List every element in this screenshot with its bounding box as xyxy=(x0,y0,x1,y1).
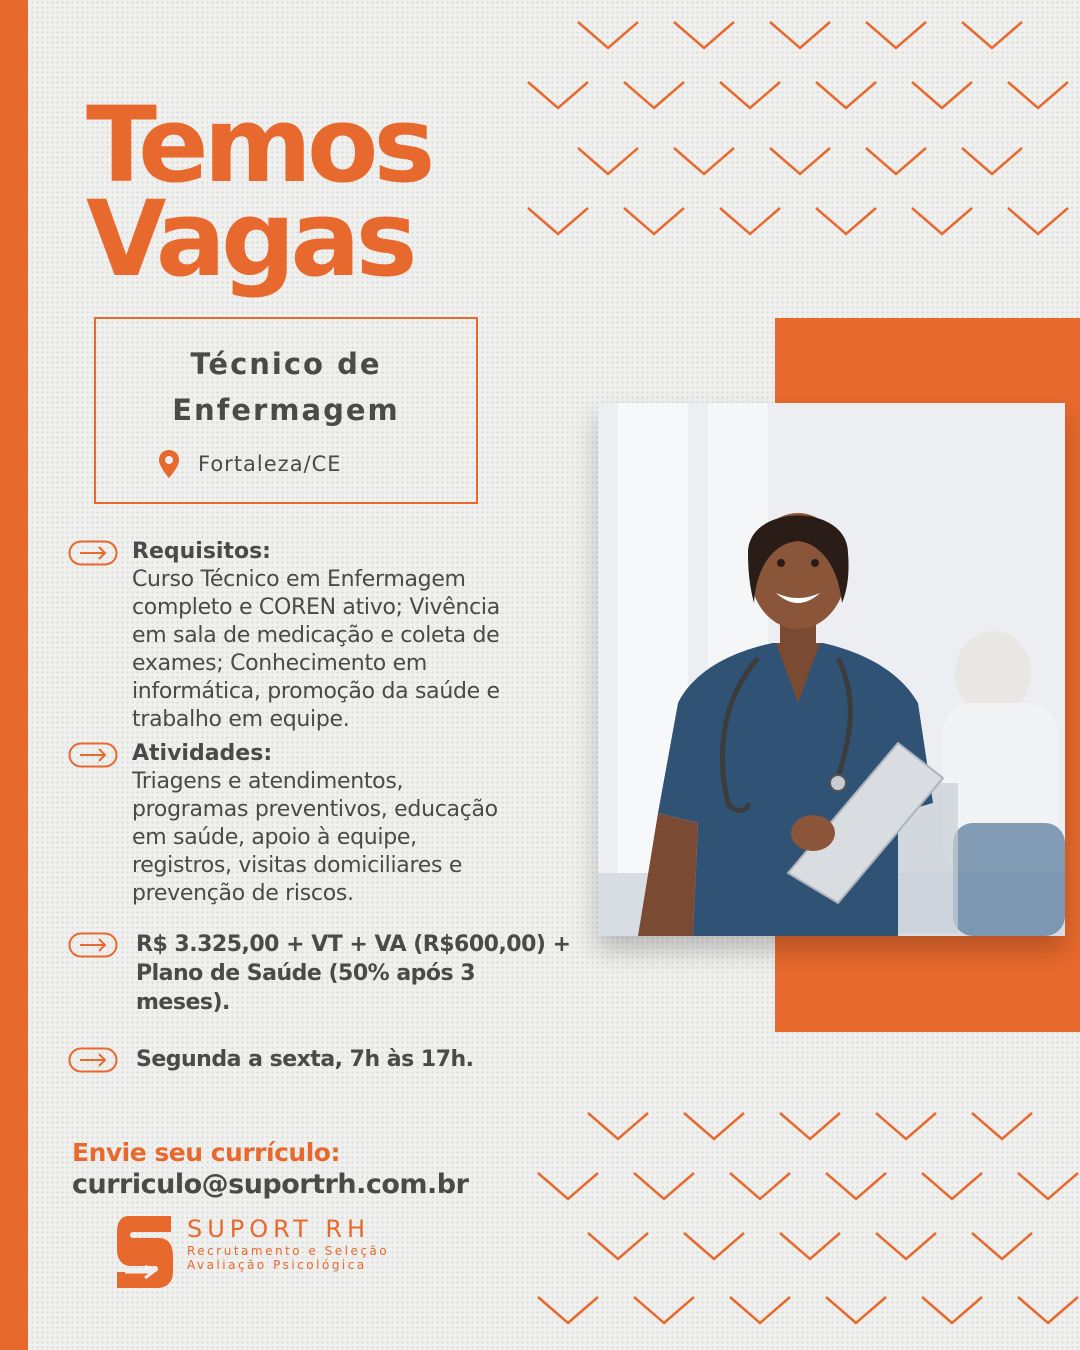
requirements-section xyxy=(68,538,582,734)
left-accent-stripe xyxy=(0,0,28,1350)
chevron-mark xyxy=(730,1173,790,1199)
logo-name: SUPORT RH xyxy=(187,1215,371,1243)
chevron-mark xyxy=(866,22,926,48)
chevron-mark xyxy=(684,1233,744,1259)
nurse-illustration xyxy=(598,403,1065,936)
activities-line: em saúde, apoio à equipe, xyxy=(132,825,417,850)
suport-s-logo-icon xyxy=(115,1214,173,1290)
headline-line-1: Temos xyxy=(86,84,431,206)
chevron-mark xyxy=(528,208,588,234)
chevron-mark xyxy=(912,208,972,234)
salary-section xyxy=(68,930,586,1017)
requirements-line: informática, promoção da saúde e xyxy=(132,679,500,704)
activities-line: programas preventivos, educação xyxy=(132,797,498,822)
logo-tagline-1: Recrutamento e Seleção xyxy=(187,1244,390,1258)
arrow-right-icon xyxy=(68,932,118,958)
salary-text xyxy=(136,930,586,1017)
chevron-mark xyxy=(684,1113,744,1139)
activities-title: Atividades: xyxy=(132,741,273,766)
requirements-title: Requisitos: xyxy=(132,539,271,564)
chevron-mark xyxy=(634,1173,694,1199)
chevron-mark xyxy=(674,22,734,48)
headline xyxy=(86,84,431,300)
chevron-mark xyxy=(578,148,638,174)
job-title-line-1: Técnico de xyxy=(190,347,382,381)
chevron-mark xyxy=(972,1233,1032,1259)
chevron-mark xyxy=(720,208,780,234)
requirements-line: Curso Técnico em Enfermagem xyxy=(132,567,466,592)
requirements-line: em sala de medicação e coleta de xyxy=(132,623,500,648)
chevron-mark xyxy=(730,1297,790,1323)
requirements-line: exames; Conhecimento em xyxy=(132,651,427,676)
activities-text xyxy=(132,768,582,908)
chevron-pattern-top xyxy=(520,10,1080,250)
chevron-mark xyxy=(876,1233,936,1259)
chevron-mark xyxy=(634,1297,694,1323)
job-title xyxy=(96,341,476,433)
chevron-mark xyxy=(588,1113,648,1139)
company-logo xyxy=(115,1214,389,1290)
salary-line: R$ 3.325,00 + VT + VA (R$600,00) + xyxy=(136,932,571,957)
chevron-mark xyxy=(1018,1173,1078,1199)
chevron-mark xyxy=(770,148,830,174)
chevron-mark xyxy=(816,82,876,108)
cta-email[interactable]: curriculo@suportrh.com.br xyxy=(72,1169,469,1200)
chevron-mark xyxy=(922,1297,982,1323)
nurse-photo xyxy=(598,403,1065,936)
chevron-mark xyxy=(588,1233,648,1259)
chevron-mark xyxy=(578,22,638,48)
requirements-line: trabalho em equipe. xyxy=(132,707,350,732)
chevron-mark xyxy=(816,208,876,234)
chevron-mark xyxy=(624,82,684,108)
chevron-mark xyxy=(962,148,1022,174)
arrow-right-icon xyxy=(68,1047,118,1073)
headline-line-2: Vagas xyxy=(86,178,413,300)
arrow-right-icon xyxy=(68,540,118,566)
chevron-mark xyxy=(922,1173,982,1199)
chevron-mark xyxy=(538,1297,598,1323)
chevron-mark xyxy=(972,1113,1032,1139)
salary-line: meses). xyxy=(136,990,230,1015)
job-title-box xyxy=(94,317,478,504)
job-location xyxy=(158,449,342,479)
schedule-section xyxy=(68,1045,586,1074)
cta-title: Envie seu currículo: xyxy=(72,1138,340,1167)
schedule-text: Segunda a sexta, 7h às 17h. xyxy=(136,1047,474,1072)
chevron-mark xyxy=(528,82,588,108)
chevron-mark xyxy=(780,1233,840,1259)
activities-section xyxy=(68,740,582,908)
activities-line: Triagens e atendimentos, xyxy=(132,769,404,794)
location-pin-icon xyxy=(158,449,180,479)
requirements-text xyxy=(132,566,582,734)
chevron-mark xyxy=(1008,82,1068,108)
activities-line: registros, visitas domiciliares e xyxy=(132,853,463,878)
chevron-mark xyxy=(624,208,684,234)
requirements-line: completo e COREN ativo; Vivência xyxy=(132,595,500,620)
salary-line: Plano de Saúde (50% após 3 xyxy=(136,961,476,986)
chevron-mark xyxy=(912,82,972,108)
chevron-mark xyxy=(538,1173,598,1199)
chevron-mark xyxy=(866,148,926,174)
job-title-line-2: Enfermagem xyxy=(172,393,400,427)
cta-block xyxy=(72,1138,468,1202)
chevron-mark xyxy=(876,1113,936,1139)
chevron-mark xyxy=(826,1297,886,1323)
chevron-mark xyxy=(826,1173,886,1199)
logo-tagline-2: Avaliação Psicológica xyxy=(187,1258,367,1272)
arrow-right-icon xyxy=(68,742,118,768)
chevron-mark xyxy=(780,1113,840,1139)
chevron-mark xyxy=(1018,1297,1078,1323)
location-text: Fortaleza/CE xyxy=(198,452,342,476)
chevron-mark xyxy=(962,22,1022,48)
chevron-mark xyxy=(720,82,780,108)
chevron-mark xyxy=(1008,208,1068,234)
activities-line: prevenção de riscos. xyxy=(132,881,354,906)
chevron-mark xyxy=(674,148,734,174)
chevron-mark xyxy=(770,22,830,48)
chevron-pattern-bottom xyxy=(530,1105,1080,1345)
